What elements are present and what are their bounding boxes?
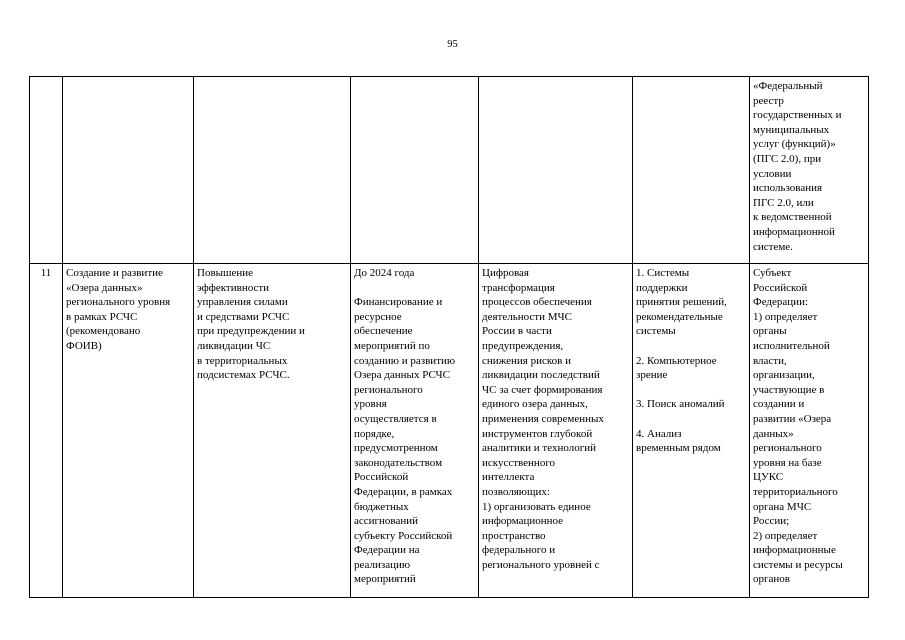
table-row-continuation [30,77,869,264]
cell-measure [63,264,194,598]
cell-deadline [351,264,479,598]
cell-measure-text: Создание и развитие «Озера данных» регионального уровня в рамках РСЧС (рекомендовано ФОИВ) [66,267,171,352]
cell-technologies [633,264,750,598]
cell-technologies [633,77,750,264]
cell-goal-text: Повышение эффективности управления силами и средствами РСЧС при предупреждении и ликвидации ЧС в территориальных подсистемах РСЧС. [197,267,305,382]
cell-responsible [750,264,869,598]
cell-deadline-text: До 2024 года Финансирование и ресурсное обеспечение мероприятий по созданию и развитию Озера данных РСЧС регионального уровня осуществляется в порядке, предусмотренном законодательством Российской Федерации, в рамках бюджетных ассигнований субъекту Российской Федерации на реализацию мероприятий [354,267,456,586]
cell-responsible-text: Субъект Российской Федерации: 1) определяет органы исполнительной власти, организации, участвующие в создании и развитии «Озера данных» регионального уровня на базе ЦУКС территориального органа МЧС России; 2) определяет информационные системы и ресурсы органов [753,267,843,586]
cell-goal [194,264,351,598]
cell-measure [63,77,194,264]
cell-responsible [750,77,869,264]
cell-result [479,264,633,598]
cell-technologies-text: 1. Системы поддержки принятия решений, рекомендательные системы 2. Компьютерное зрение 3. Поиск аномалий 4. Анализ временным рядом [636,267,727,455]
page-number: 95 [447,39,458,50]
document-table [29,76,869,598]
table-row-11 [30,264,869,598]
cell-result-text: Цифровая трансформация процессов обеспечения деятельности МЧС России в части предупреждения, снижения рисков и ликвидации последствий ЧС за счет формирования единого озера данных, применения современных инструментов глубокой аналитики и технологий искусственного интеллекта позволяющих: 1) организовать единое информационное пространство федерального и регионального уровней с [482,267,604,571]
cell-responsible-text: «Федеральный реестр государственных и муниципальных услуг (функций)» (ПГС 2.0), при условии использования ПГС 2.0, или к ведомственной информационной системе. [753,80,842,253]
cell-result [479,77,633,264]
cell-goal [194,77,351,264]
cell-deadline [351,77,479,264]
cell-number-text: 11 [40,267,52,279]
cell-number [30,77,63,264]
cell-number [30,264,63,598]
